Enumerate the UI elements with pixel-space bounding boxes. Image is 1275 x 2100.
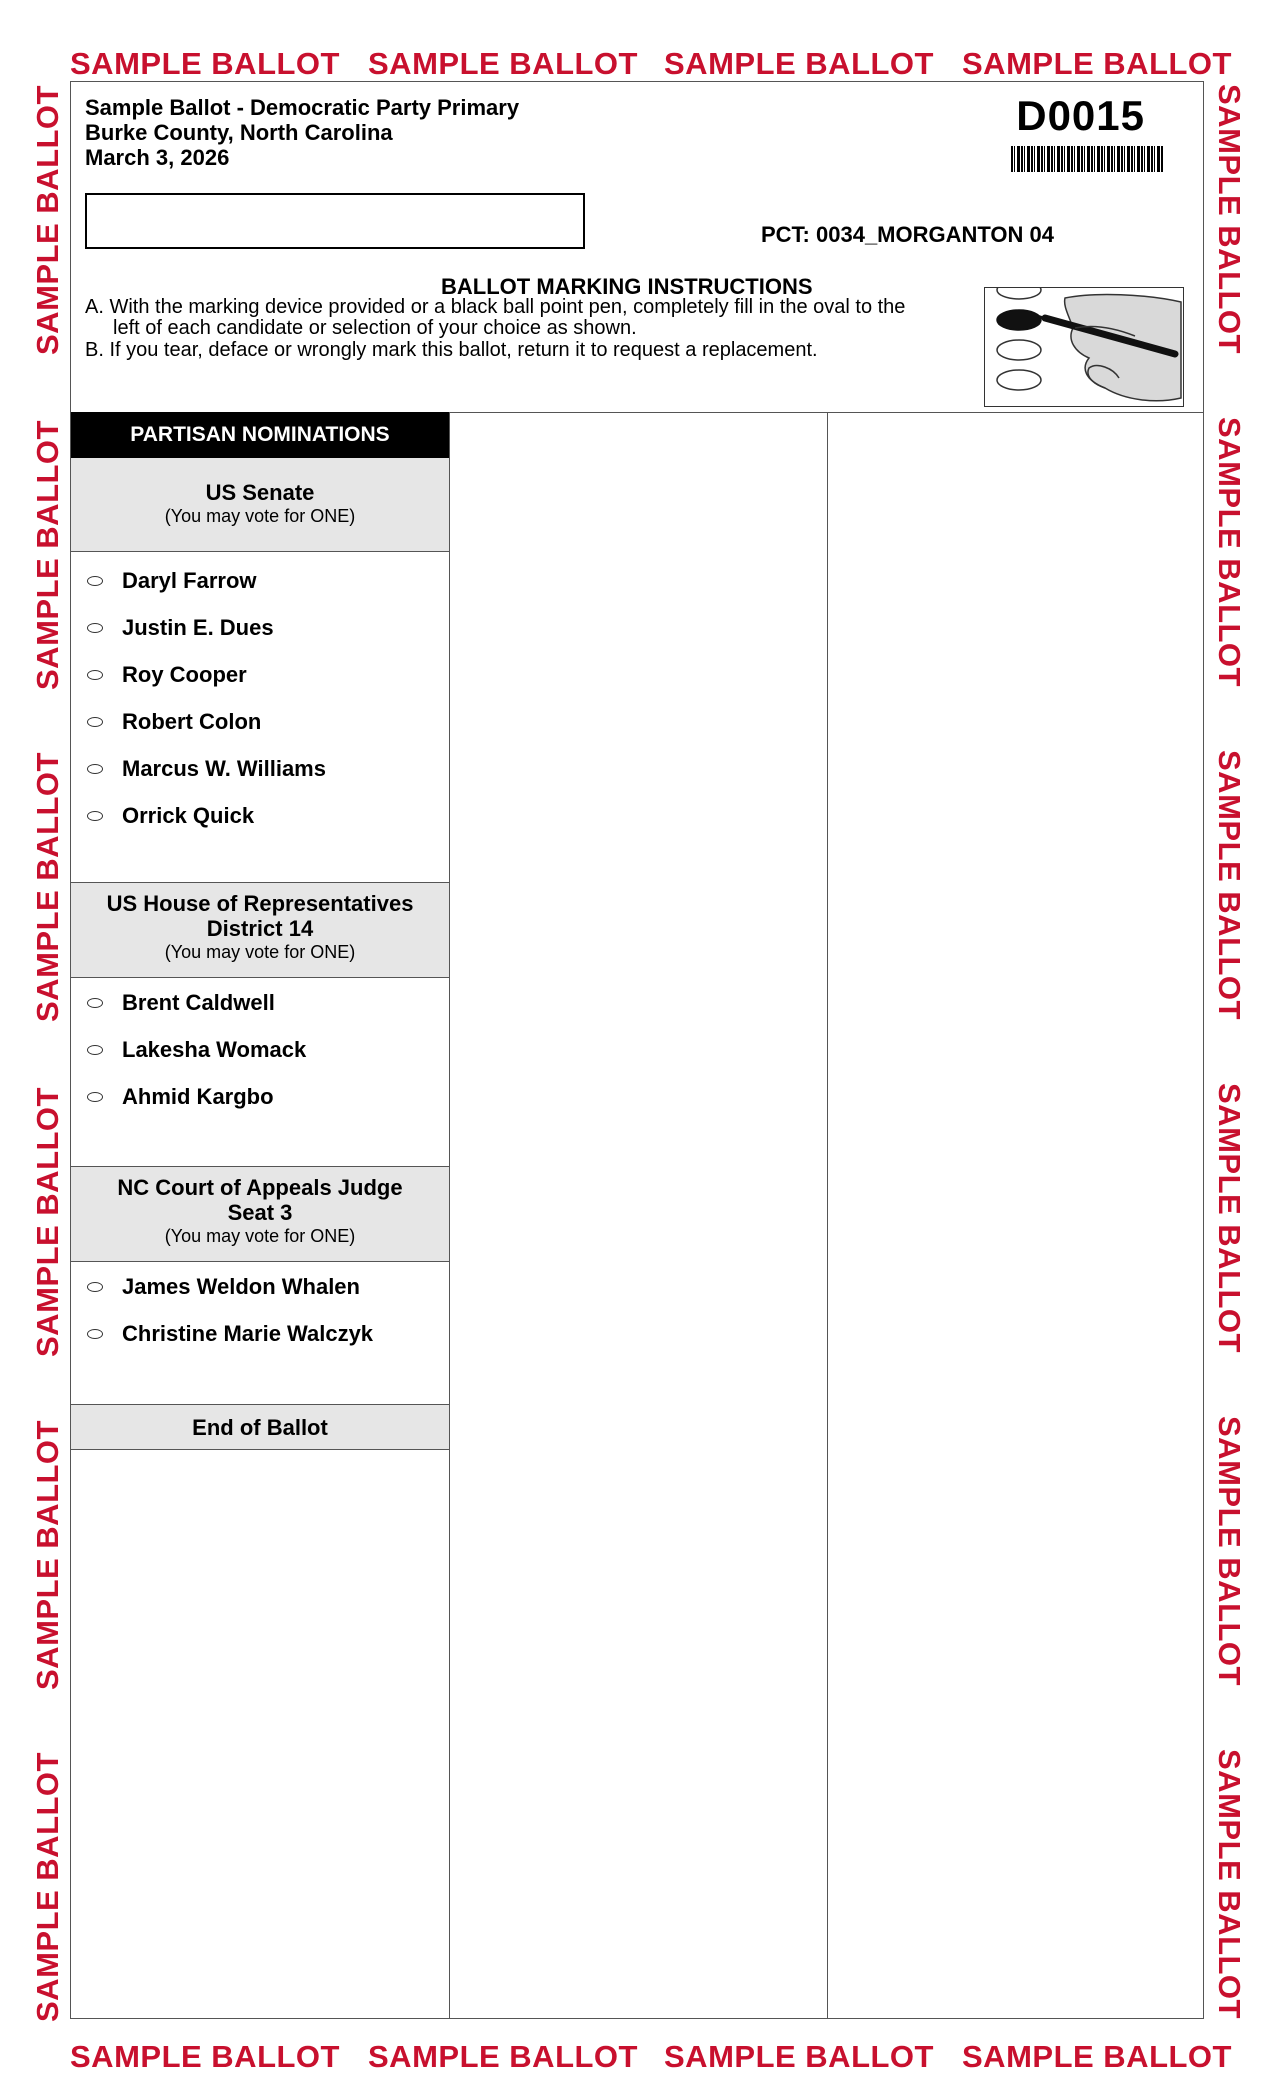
candidate-name: Justin E. Dues <box>122 614 274 640</box>
candidate-row[interactable] <box>71 979 449 1026</box>
contest-title: US Senate <box>205 480 315 505</box>
candidate-row[interactable] <box>71 651 449 698</box>
vote-oval[interactable] <box>87 1329 103 1339</box>
candidate-name: Daryl Farrow <box>122 567 257 593</box>
candidate-list-court-of-appeals <box>71 1262 449 1404</box>
candidate-row[interactable] <box>71 698 449 745</box>
vote-oval[interactable] <box>87 764 103 774</box>
candidate-row[interactable] <box>71 1310 449 1357</box>
vote-oval[interactable] <box>87 623 103 633</box>
candidate-name: James Weldon Whalen <box>122 1273 360 1299</box>
candidate-row[interactable] <box>71 604 449 651</box>
watermark-left-5: SAMPLE BALLOT <box>30 1420 65 1690</box>
ballot-header <box>71 82 1203 413</box>
candidate-name: Orrick Quick <box>122 802 255 828</box>
contest-subtitle: Seat 3 <box>227 1200 293 1225</box>
vote-oval[interactable] <box>87 670 103 680</box>
instruction-a-line2: left of each candidate or selection of your choice as shown. <box>113 317 637 339</box>
precinct-label: PCT: 0034_MORGANTON 04 <box>761 222 1055 247</box>
ballot-code: D0015 <box>1016 92 1145 139</box>
watermark-bottom-1: SAMPLE BALLOT <box>70 2039 340 2074</box>
candidate-row[interactable] <box>71 1026 449 1073</box>
instruction-a-line1: A. With the marking device provided or a black ball point pen, completely fill in the oval to the <box>85 296 906 318</box>
instruction-a <box>85 297 965 339</box>
end-of-ballot: End of Ballot <box>71 1404 449 1450</box>
contest-header-us-senate <box>71 458 449 552</box>
blank-box <box>85 193 585 249</box>
watermark-right-3: SAMPLE BALLOT <box>1212 750 1247 1020</box>
ballot-title: Sample Ballot - Democratic Party Primary <box>85 95 520 120</box>
contest-vote-note: (You may vote for ONE) <box>164 506 356 526</box>
watermark-top-1: SAMPLE BALLOT <box>70 46 340 81</box>
candidate-name: Ahmid Kargbo <box>122 1083 274 1109</box>
contest-title: US House of Representatives <box>106 891 414 916</box>
candidate-row[interactable] <box>71 1263 449 1310</box>
watermark-bottom-2: SAMPLE BALLOT <box>368 2039 638 2074</box>
watermark-left-1: SAMPLE BALLOT <box>30 85 65 355</box>
ballot-title-block <box>85 95 519 170</box>
candidate-list-us-senate <box>71 552 449 882</box>
candidate-row[interactable] <box>71 1073 449 1120</box>
candidate-row[interactable] <box>71 745 449 792</box>
watermark-right-1: SAMPLE BALLOT <box>1212 84 1247 354</box>
vote-oval[interactable] <box>87 1045 103 1055</box>
watermark-right-2: SAMPLE BALLOT <box>1212 417 1247 687</box>
candidate-name: Lakesha Womack <box>122 1036 307 1062</box>
barcode <box>1011 146 1163 172</box>
column-divider-2 <box>827 412 828 2018</box>
vote-oval[interactable] <box>87 717 103 727</box>
ballot-county: Burke County, North Carolina <box>85 120 393 145</box>
contest-subtitle: District 14 <box>206 916 314 941</box>
contest-vote-note: (You may vote for ONE) <box>164 1226 356 1246</box>
candidate-row[interactable] <box>71 557 449 604</box>
candidate-name: Brent Caldwell <box>122 989 275 1015</box>
vote-oval[interactable] <box>87 811 103 821</box>
hand-pen-icon <box>985 288 1184 407</box>
candidate-name: Marcus W. Williams <box>122 755 326 781</box>
contest-vote-note: (You may vote for ONE) <box>164 942 356 962</box>
contest-header-court-of-appeals <box>71 1166 449 1262</box>
candidate-row[interactable] <box>71 792 449 839</box>
vote-oval[interactable] <box>87 998 103 1008</box>
candidate-list-us-house <box>71 978 449 1166</box>
section-banner: PARTISAN NOMINATIONS <box>71 412 449 458</box>
instruction-b: B. If you tear, deface or wrongly mark this ballot, return it to request a replacement. <box>85 339 818 361</box>
watermark-left-3: SAMPLE BALLOT <box>30 752 65 1022</box>
watermark-top-2: SAMPLE BALLOT <box>368 46 638 81</box>
vote-oval[interactable] <box>87 1092 103 1102</box>
watermark-top-4: SAMPLE BALLOT <box>962 46 1232 81</box>
ballot-date: March 3, 2026 <box>85 145 230 170</box>
column-divider-1 <box>449 412 450 2018</box>
watermark-left-6: SAMPLE BALLOT <box>30 1752 65 2022</box>
watermark-left-2: SAMPLE BALLOT <box>30 420 65 690</box>
candidate-name: Christine Marie Walczyk <box>122 1320 374 1346</box>
contest-header-us-house <box>71 882 449 978</box>
candidate-name: Robert Colon <box>122 708 262 734</box>
watermark-left-4: SAMPLE BALLOT <box>30 1087 65 1357</box>
contest-title: NC Court of Appeals Judge <box>117 1175 403 1200</box>
vote-oval[interactable] <box>87 576 103 586</box>
watermark-right-5: SAMPLE BALLOT <box>1212 1416 1247 1686</box>
watermark-right-6: SAMPLE BALLOT <box>1212 1749 1247 2019</box>
watermark-top-3: SAMPLE BALLOT <box>664 46 934 81</box>
watermark-bottom-4: SAMPLE BALLOT <box>962 2039 1232 2074</box>
watermark-right-4: SAMPLE BALLOT <box>1212 1083 1247 1353</box>
vote-oval[interactable] <box>87 1282 103 1292</box>
instructions-title: BALLOT MARKING INSTRUCTIONS <box>441 274 813 299</box>
candidate-name: Roy Cooper <box>122 661 247 687</box>
marking-example-illustration <box>984 287 1184 407</box>
watermark-bottom-3: SAMPLE BALLOT <box>664 2039 934 2074</box>
ballot-sheet <box>70 81 1204 2019</box>
ballot-column-1 <box>71 412 449 1450</box>
